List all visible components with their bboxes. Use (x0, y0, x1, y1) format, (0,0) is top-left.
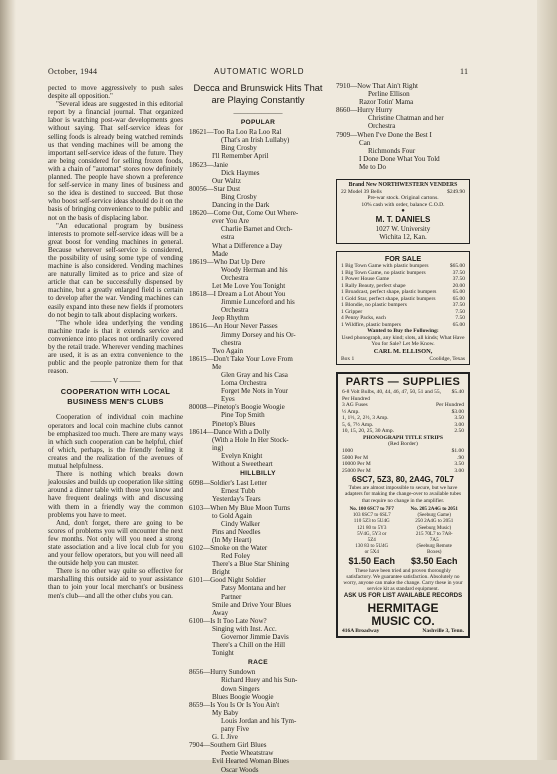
record-line: Razor Totin' Mama (359, 98, 414, 107)
record-line: What a Difference a Day (212, 241, 283, 250)
ad-kits (342, 506, 464, 567)
record-line: Smile and Drive Your Blues (212, 600, 292, 609)
ad-tubes-note: Tubes are almost impossible to secure, but we have adapters for making the change-over to available tubes that require no change in the amplifier. (344, 485, 462, 504)
column-record-hits (189, 82, 327, 774)
record-line: Peetie Wheatstraw (221, 749, 274, 758)
record-line: down Singers (221, 684, 260, 693)
kit-line: 121 80 to 5Y3 (357, 524, 387, 531)
price-row: 3 AG Fuses Per Hundred (342, 402, 464, 409)
hits-list (189, 119, 327, 774)
record-line: Christine Chatman and her (368, 114, 444, 123)
record-line: 80008—Pinetop's Boogie Woogie (189, 403, 285, 412)
price-row: 1 Power House Game 37.50 (341, 276, 465, 283)
record-line: Two Again (212, 346, 244, 355)
record-line: Louis Jordan and his Tym- (221, 716, 297, 725)
kit-line: 5Z4 (367, 536, 376, 543)
price-row: 1 Broadcast, perfect shape, plastic bumpers 65.00 (341, 289, 465, 296)
paragraph: Cooperation of individual coin machine operators and local coin machine clubs cannot be emphasized too much. There are many ways in which such cooperation can be helpful, chief of which, perhaps, is the friendly feeling it creates and the realization of the avenues of mutual helpfulness. (48, 413, 183, 471)
price-row: 1 Wildfire, plastic bumpers 65.00 (341, 321, 465, 328)
record-line: 7909—When I've Done the Best I (336, 130, 432, 139)
record-line: Pins and Needles (212, 527, 261, 536)
record-line: Tonight (212, 649, 234, 658)
record-line: 6098—Soldier's Last Letter (189, 479, 267, 488)
record-line: 18618—I Dream a Lot About You (189, 290, 286, 299)
ad-name: MUSIC CO. (371, 613, 435, 628)
record-line: Can (359, 138, 371, 147)
ad-city: Wichita 12, Kan. (379, 233, 427, 242)
page-number: 11 (460, 67, 469, 76)
hits-title: Decca and Brunswick Hits That are Playing Constantly (193, 83, 323, 105)
record-line: Perline Ellison (368, 90, 410, 99)
record-line: Jimmie Lunceford and his (221, 298, 295, 307)
binding-gutter (0, 0, 16, 760)
category-heading: HILLBILLY (240, 470, 276, 478)
record-line: Singing with Inst. Acc. (212, 624, 277, 633)
ad-ellison (336, 251, 470, 365)
record-line: Pinetop's Blues (212, 419, 256, 428)
record-line: Bright (212, 568, 231, 577)
record-line: Richard Huey and his Sun- (221, 676, 298, 685)
kit-lines (342, 512, 402, 555)
record-line: Our Waltz (212, 176, 241, 185)
price-row: 6-8 Volt Bulbs, 40, 44, 46, 47, 50, 51 and 55, Per Hundred $5.40 (342, 389, 464, 402)
record-line: 8660—Hurry Hurry (336, 106, 393, 115)
record-line: estra (221, 233, 235, 242)
section-divider: ——— V ——— (90, 377, 141, 386)
record-line: There's a Blue Star Shining (212, 560, 290, 569)
magazine-title: AUTOMATIC WORLD (214, 67, 305, 76)
ad-subheading-note: (Red Border) (388, 441, 418, 448)
record-line: Richmonds Four (368, 146, 416, 155)
ad-ask: ASK US FOR LIST AVAILABLE RECORDS (343, 592, 463, 599)
record-line: 80056—Star Dust (189, 184, 241, 193)
record-line: Jeep Rhythm (212, 314, 249, 323)
ad-wanted-text: Used phonograph, any kind; slots, all kinds; What Have You for Sale? Let Me Know. (341, 334, 465, 348)
ad-tubes: 6SC7, 5Z3, 80, 2A4G, 70L7 (352, 475, 454, 484)
record-line: (That's an Irish Lullaby) (221, 136, 290, 145)
issue-date: October, 1944 (48, 67, 98, 76)
kit-line: or 5X4 (364, 549, 379, 556)
category-heading: RACE (248, 659, 268, 667)
record-line: 18616—An Hour Never Passes (189, 322, 278, 331)
price-row: 1 Blondie, no plastic bumpers 37.50 (341, 302, 465, 309)
record-line: Dancing in the Dark (212, 201, 270, 210)
ad-address: 1027 W. University (375, 225, 431, 234)
ad-name: M. T. DANIELS (375, 215, 431, 225)
record-line: Let Me Love You Tonight (212, 281, 286, 290)
record-line: Cindy Walker (221, 519, 261, 528)
paragraph: And, don't forget, there are going to be scores of problems you will encounter the next few months. Not only will you need a strong state association and a live local club for you and your fellow operators, but you will need all the outside help you can muster. (48, 518, 183, 568)
record-line: Eyes (221, 395, 235, 404)
record-line: pany Five (221, 725, 249, 734)
kit-line: 130 83 to 5U4G (355, 543, 389, 550)
ad-line: 10% cash with order, balance C.O.D. (361, 201, 445, 208)
record-line: Without a Sweetheart (212, 460, 273, 469)
price-row: 5, 6, 7½ Amp. 3.00 (342, 421, 464, 428)
record-line: Jimmy Dorsey and his Or- (221, 330, 296, 339)
kit-left: No. 100 6SC7 to 7F7 103 6SC7 to 6SL7 110 5Z3 to 5U4G 121 80 to 5Y3 5V4G, 5Y3 or 5Z4 130 83 to 5U4G or 5X4 $1.50 Each (342, 506, 402, 567)
record-line: 8659—Is You Is Or Is You Ain't (189, 700, 280, 709)
record-line: Forget Me Nots in Your (221, 387, 289, 396)
record-line: 6101—Good Night Soldier (189, 576, 266, 585)
ad-line: Pre-war stock. Original cartons. (367, 195, 439, 202)
record-line: 18615—Don't Take Your Love From (189, 354, 293, 363)
record-line: G. I. Jive (212, 733, 238, 742)
record-line: (With a Hole In Her Stock- (212, 435, 289, 444)
record-line: Evil Hearted Woman Blues (212, 757, 289, 766)
record-line: 6100—Is It Too Late Now? (189, 616, 267, 625)
record-line: 6102—Smoke on the Water (189, 543, 268, 552)
ad-headline: PARTS — SUPPLIES (345, 376, 461, 389)
record-line: Red Foley (221, 552, 251, 561)
record-line: Patsy Montana and her (221, 584, 286, 593)
page-edge (537, 0, 557, 760)
paragraph: "An educational program by business interests to promote self-service ideas will be a great boost for vending machines in general. Because wherever self-service is considered, the possibility of using some type of vending machine is also considered. Vending machines are naturally limited as to price and size of article that can be successfully dispensed by machine, but a greatly enlarged field is certain to develop after the war. Vending machines can easily expand into these new fields if promoters do not begin to talk about displacing workers. (48, 221, 183, 319)
record-line: Dick Haymes (221, 168, 260, 177)
record-line: My Baby (212, 708, 239, 717)
ad-wanted-heading: Wanted to Buy the Following: (367, 328, 439, 335)
paragraph: There is no other way quite so effective for marshalling this outside aid to your assistance than to join your local merchant's or business men's club—and all the other clubs you can. (48, 567, 183, 600)
record-line: I Done Done What You Told (359, 154, 440, 163)
hits-list-continued (336, 82, 470, 171)
kit-right: No. 205 2A4G to 2051 (Seeburg Game) 250 2A4G to 2051 (Seeburg Music) 215 70L7 to 7A8- 7A5 (Seeburg Remote Boxes) $3.50 Each (405, 506, 465, 567)
ad-hermitage (336, 372, 470, 638)
ad-address: Box 1 Coolidge, Texas (341, 355, 465, 362)
record-line: Yesterday's Tears (212, 495, 261, 504)
record-line: ing) (212, 443, 224, 452)
record-line: 8656—Hurry Sundown (189, 668, 256, 677)
price-row: 10000 Per M 3.50 (342, 461, 464, 467)
ad-name: HERMITAGE (367, 600, 439, 615)
record-line: Bing Crosby (221, 144, 257, 153)
record-line: Me (212, 362, 222, 371)
record-line: I'll Remember April (212, 152, 269, 161)
kit-line: (Seeburg Music) (417, 524, 452, 531)
ad-daniels (336, 179, 470, 244)
kit-lines (405, 512, 465, 555)
price-row: 1 Big Town Game, no plastic bumpers 37.50 (341, 269, 465, 276)
kit-line: 7A5 (429, 536, 439, 543)
record-line: Partner (221, 592, 242, 601)
kit-line: 215 70L7 to 7A8- (415, 530, 453, 537)
record-line: 18620—Come Out, Come Out Where- (189, 209, 299, 218)
price-row: 1 Gold Star, perfect shape, plastic bumpers 65.00 (341, 295, 465, 302)
kit-line: 110 5Z3 to 5U4G (353, 518, 390, 525)
ad-headline: Brand New NORTHWESTERN VENDERS (348, 182, 458, 189)
price-row: 25000 Per M 3.00 (342, 467, 464, 474)
price-row: 10, 15, 20, 25, 30 Amp. 2.50 (342, 428, 464, 435)
paragraph: pected to move aggressively to push sales despite all opposition." (48, 84, 183, 101)
price-row: 1 Rally Beauty, perfect shape 20.00 (341, 282, 465, 289)
record-line: 18621—Too Ra Loo Ra Loo Ral (189, 128, 282, 137)
kit-price: $1.50 Each (348, 555, 396, 566)
price-row: ½ Amp. $3.00 (342, 408, 464, 415)
title-rule: ——————— (233, 109, 283, 117)
kit-line: (Seeburg Remote (416, 543, 452, 550)
record-line: chestra (221, 338, 241, 347)
ad-name: CARL M. ELLISON, (373, 347, 433, 355)
record-line: 6103—When My Blue Moon Turns (189, 503, 291, 512)
price-row: 1000 $1.00 (342, 448, 464, 454)
ad-headline: FOR SALE (384, 254, 422, 264)
ad-address: 416A Broadway Nashville 3, Tenn. (342, 627, 464, 634)
kit-line: (Seeburg Game) (417, 512, 451, 519)
record-line: ever You Are (212, 217, 249, 226)
record-line: Blues Boogie Woogie (212, 692, 274, 701)
record-line: Orchestra (368, 122, 396, 131)
price-row: 1 Gripper 7.50 (341, 308, 465, 315)
record-line: Me to Do (359, 162, 387, 171)
price-row: 5000 Per M .90 (342, 454, 464, 461)
record-line: Ernest Tubb (221, 487, 256, 496)
price-row: 1 Big Town Game with plastic bumpers $65.00 (341, 263, 465, 270)
ad-subheading: PHONOGRAPH TITLE STRIPS (362, 434, 444, 441)
ad-guarantee: These have been tried and proven thoroughly satisfactory. We guarantee satisfaction. Absolutely no worry, anyone can make the change. Carry these in your service kit as standard equipment. (343, 567, 463, 593)
record-line: Pine Top Smith (221, 411, 265, 420)
record-line: 18623—Janie (189, 160, 229, 169)
record-line: Bing Crosby (221, 192, 257, 201)
column-editorial (48, 84, 183, 600)
record-line: 18614—Dance With a Dolly (189, 427, 270, 436)
category-heading: POPULAR (240, 119, 276, 127)
price-row: 4 Penny Packs, each 7.50 (341, 315, 465, 322)
record-line: There's a Chill on the Hill (212, 641, 286, 650)
kit-line: 5V4G, 5Y3 or (357, 530, 387, 537)
ad-price-list (342, 448, 464, 474)
record-line: Charlie Barnet and Orch- (221, 225, 293, 234)
paragraph: There is nothing which breaks down jealousies and builds up cooperation like sitting around a dinner table with those you know and have frequent dealings with and discussing with them in a friendly way the common problems you have to meet. (48, 470, 183, 519)
paragraph: "The whole idea underlying the vending machine trade is that it extends service and convenience into places not ordinarily covered by the retail trade. Wherever vending machines are used, it is as an extra convenience to the public and the people patronize them for that reason. (48, 318, 183, 376)
paragraph: "Several ideas are suggested in this editorial report by a financial journal. That organized labor is watching post-war developments goes without saying. That self-service ideas for selling foods is already being watched reminds us that vending machines will be among the important self-service ideas of the future. They are being considered for selling frozen foods, with a chain of "automat" stores now definitely planned. The people have shown a preference for self-service in many lines of business and so the idea is destined to succeed. But those who boost self-service ideas should do it on the basis of bringing convenience to the public and not on the basis of displacing labor. (48, 100, 183, 222)
price-row: 1, 1½, 2, 2½, 3 Amp. 3.50 (342, 415, 464, 422)
ad-line: 22 Model 39 Bells $249.90 (341, 188, 465, 195)
record-line: Glen Gray and his Casa (221, 371, 288, 379)
record-line: Away (212, 608, 229, 617)
kit-price: $3.50 Each (410, 555, 458, 566)
kit-line: Boxes) (427, 549, 442, 556)
record-line: Orchestra (221, 306, 249, 315)
record-line: Woody Herman and his (221, 265, 288, 274)
kit-line: 103 6SC7 to 6SL7 (352, 512, 391, 519)
kit-line: 250 2A4G to 2051 (415, 518, 454, 525)
record-line: 7904—Southern Girl Blues (189, 741, 267, 750)
record-line: Evelyn Knight (221, 451, 263, 460)
ad-item-list (341, 263, 465, 328)
column-ads (336, 82, 470, 638)
record-line: 7910—Now That Ain't Right (336, 82, 418, 90)
record-line: Oscar Woods (221, 765, 259, 774)
record-line: (In My Heart) (212, 535, 252, 544)
record-line: 18619—Who Dat Up Dere (189, 257, 266, 266)
record-line: Orchestra (221, 273, 249, 282)
record-line: to Gold Again (212, 511, 252, 520)
section-heading: COOPERATION WITH LOCAL BUSINESS MEN'S CLUBS (60, 387, 171, 407)
record-line: Governor Jimmie Davis (221, 633, 289, 641)
record-line: Loma Orchestra (221, 379, 267, 388)
record-line: Made (212, 249, 229, 258)
bullet-icon: ● (401, 208, 405, 215)
ad-price-list (342, 389, 464, 435)
